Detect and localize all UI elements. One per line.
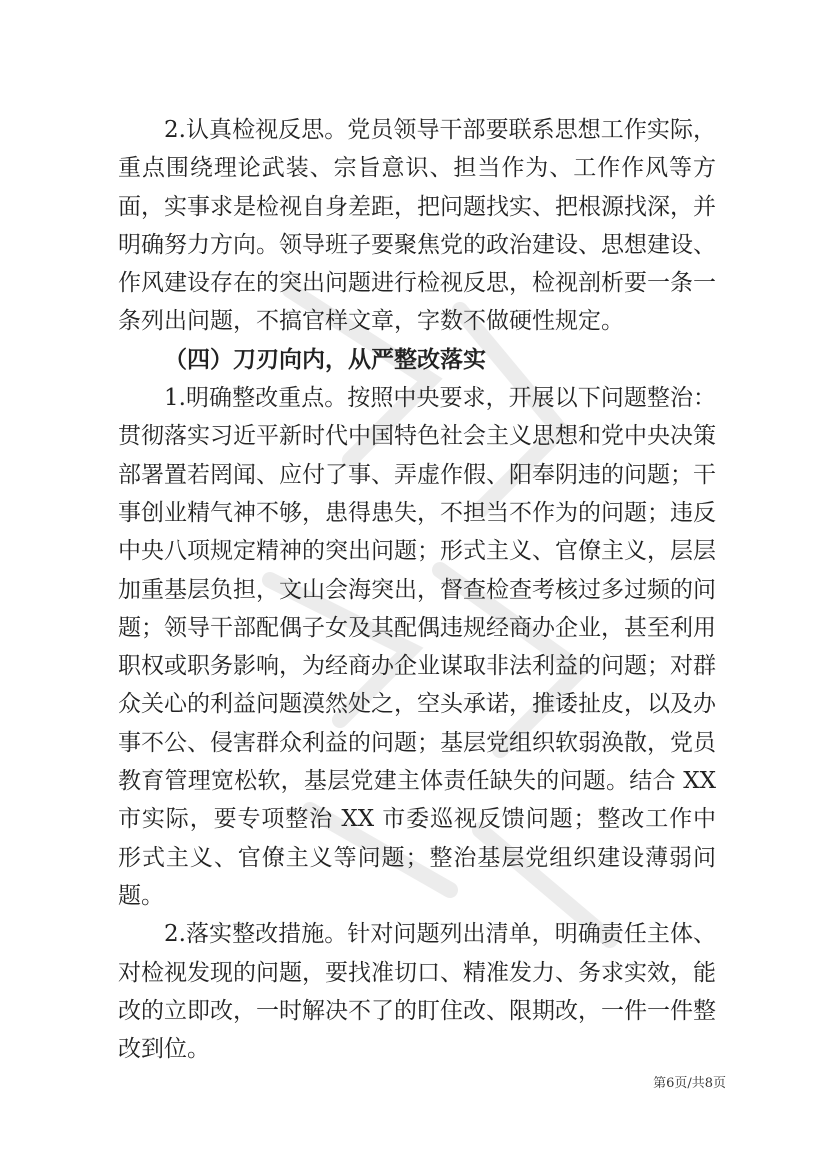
- paragraph-review-reflection: 2.认真检视反思。党员领导干部要联系思想工作实际，重点围绕理论武装、宗旨意识、担当作为、工作作风等方面，实事求是检视自身差距，把问题找实、把根源找深，并明确努力方向。领导班子要聚焦党的政治建设、思想建设、作风建设存在的突出问题进行检视反思，检视剖析要一条一条列出问题，不搞官样文章，字数不做硬性规定。: [118, 117, 716, 335]
- page-number: 第6页/共8页: [653, 1076, 726, 1091]
- paragraph-rectification-measures: 2.落实整改措施。针对问题列出清单，明确责任主体、对检视发现的问题，要找准切口、精准发力、务求实效，能改的立即改，一时解决不了的盯住改、限期改，一件一件整改到位。: [118, 921, 716, 1063]
- paragraph-rectification-focus: 1.明确整改重点。按照中央要求，开展以下问题整治：贯彻落实习近平新时代中国特色社会主义思想和党中央决策部署置若罔闻、应付了事、弄虚作假、阳奉阴违的问题；干事创业精气神不够，患得患失，不担当不作为的问题；违反中央八项规定精神的突出问题；形式主义、官僚主义，层层加重基层负担，文山会海突出，督查检查考核过多过频的问题；领导干部配偶子女及其配偶违规经商办企业，甚至利用职权或职务影响，为经商办企业谋取非法利益的问题；对群众关心的利益问题漠然处之，空头承诺，推诿扯皮，以及办事不公、侵害群众利益的问题；基层党组织软弱涣散，党员教育管理宽松软，基层党建主体责任缺失的问题。结合 XX 市实际，要专项整治 XX 市委巡视反馈问题；整改工作中形式主义、官僚主义等问题；整治基层党组织建设薄弱问题。: [118, 385, 716, 909]
- section-heading-4: （四）刀刃向内，从严整改落实: [164, 345, 486, 373]
- document-body: [118, 111, 716, 1068]
